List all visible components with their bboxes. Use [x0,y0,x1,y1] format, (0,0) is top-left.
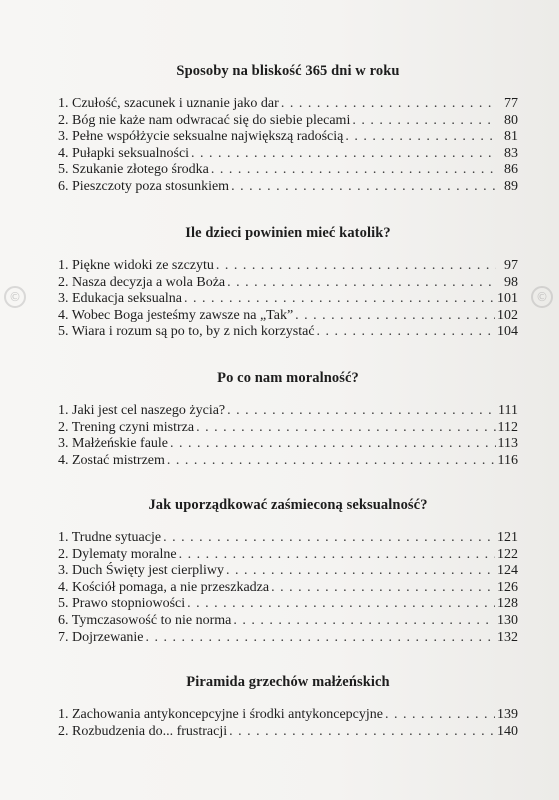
entry-title: 2. Bóg nie każe nam odwracać się do siebie plecami [58,112,351,128]
toc-section [58,63,518,196]
entry-title: 3. Edukacja seksualna [58,291,183,307]
entry-title: 5. Prawo stopniowości [58,596,186,612]
toc-entry-list [58,403,518,469]
toc-entry-list [58,707,518,740]
leader-dots [385,707,495,724]
toc-section [58,497,518,646]
leader-dots [179,547,495,564]
entry-page-number: 140 [497,723,518,739]
leader-dots [216,258,496,275]
toc-section [58,370,518,469]
toc-entry[interactable] [58,563,518,580]
leader-dots [281,96,496,113]
leader-dots [146,630,495,647]
leader-dots [317,324,495,341]
entry-page-number: 86 [504,162,518,178]
entry-title: 4. Kościół pomaga, a nie przeszkadza [58,579,270,595]
entry-page-number: 116 [497,452,518,468]
entry-page-number: 124 [497,563,518,579]
entry-page-number: 101 [497,291,518,307]
leader-dots [231,179,496,196]
entry-title: 6. Tymczasowość to nie norma [58,612,232,628]
entry-title: 5. Szukanie złotego środka [58,162,209,178]
entry-page-number: 81 [504,129,518,145]
entry-page-number: 89 [504,178,518,194]
entry-title: 6. Pieszczoty poza stosunkiem [58,178,230,194]
leader-dots [187,596,495,613]
leader-dots [226,563,495,580]
toc-entry[interactable] [58,308,518,325]
toc-entry[interactable] [58,707,518,724]
entry-title: 7. Dojrzewanie [58,629,144,645]
entry-title: 2. Rozbudzenia do... frustracji [58,723,228,739]
entry-page-number: 128 [497,596,518,612]
entry-page-number: 121 [497,530,518,545]
entry-title: 1. Piękne widoki ze szczytu [58,258,214,273]
entry-page-number: 139 [497,707,518,722]
toc-entry-list [58,530,518,646]
toc-entry[interactable] [58,630,518,647]
toc-entry[interactable] [58,258,518,275]
entry-page-number: 97 [504,258,518,273]
toc-entry[interactable] [58,436,518,453]
leader-dots [227,403,496,420]
entry-title: 3. Małżeńskie faule [58,436,169,452]
entry-title: 3. Duch Święty jest cierpliwy [58,563,225,579]
entry-title: 1. Zachowania antykoncepcyjne i środki antykoncepcyjne [58,707,383,722]
entry-title: 4. Zostać mistrzem [58,452,165,468]
toc-entry[interactable] [58,146,518,163]
toc-entry[interactable] [58,291,518,308]
entry-page-number: 112 [497,419,518,435]
entry-title: 1. Jaki jest cel naszego życia? [58,403,226,418]
entry-title: 4. Wobec Boga jesteśmy zawsze na „Tak” [58,307,294,323]
entry-title: 1. Czułość, szacunek i uznanie jako dar [58,96,279,111]
section-heading: Sposoby na bliskość 365 dni w roku [176,63,400,79]
toc-entry[interactable] [58,547,518,564]
watermark-copyright-icon: © [4,286,26,308]
toc-entry[interactable] [58,453,518,470]
entry-title: 4. Pułapki seksualności [58,145,190,161]
entry-title: 2. Nasza decyzja a wola Boża [58,274,226,290]
toc-entry[interactable] [58,162,518,179]
toc-entry[interactable] [58,129,518,146]
toc-entry[interactable] [58,324,518,341]
entry-title: 3. Pełne współżycie seksualne największą radością [58,129,344,145]
leader-dots [295,308,495,325]
toc-entry[interactable] [58,724,518,741]
toc-entry[interactable] [58,613,518,630]
toc-entry[interactable] [58,530,518,547]
leader-dots [170,436,496,453]
entry-page-number: 104 [497,324,518,340]
entry-page-number: 111 [498,403,518,418]
section-heading: Ile dzieci powinien mieć katolik? [185,225,391,241]
toc-entry[interactable] [58,580,518,597]
leader-dots [167,453,496,470]
entry-page-number: 98 [504,274,518,290]
section-heading: Jak uporządkować zaśmieconą seksualność? [148,497,428,513]
toc-section [58,225,518,341]
entry-page-number: 113 [497,436,518,452]
toc-entry-list [58,258,518,341]
toc-entry[interactable] [58,113,518,130]
toc-entry[interactable] [58,403,518,420]
entry-title: 5. Wiara i rozum są po to, by z nich korzystać [58,324,315,340]
entry-page-number: 130 [497,612,518,628]
toc-entry[interactable] [58,275,518,292]
section-heading: Piramida grzechów małżeńskich [186,674,390,690]
leader-dots [163,530,495,547]
entry-page-number: 102 [497,307,518,323]
entry-page-number: 83 [504,145,518,161]
watermark-copyright-icon: © [531,286,553,308]
entry-page-number: 126 [497,579,518,595]
entry-page-number: 80 [504,112,518,128]
entry-title: 1. Trudne sytuacje [58,530,162,545]
leader-dots [271,580,495,597]
toc-entry[interactable] [58,179,518,196]
toc-entry-list [58,96,518,196]
leader-dots [352,113,496,130]
entry-page-number: 77 [504,96,518,111]
entry-page-number: 122 [497,546,518,562]
leader-dots [345,129,496,146]
toc-entry[interactable] [58,596,518,613]
leader-dots [233,613,495,630]
entry-title: 2. Dylematy moralne [58,546,177,562]
leader-dots [229,724,495,741]
leader-dots [227,275,496,292]
entry-title: 2. Trening czyni mistrza [58,419,195,435]
toc-entry[interactable] [58,96,518,113]
entry-page-number: 132 [497,629,518,645]
leader-dots [211,162,496,179]
leader-dots [196,420,495,437]
toc-entry[interactable] [58,420,518,437]
toc-section [58,674,518,740]
leader-dots [191,146,496,163]
section-heading: Po co nam moralność? [217,370,359,386]
leader-dots [184,291,495,308]
